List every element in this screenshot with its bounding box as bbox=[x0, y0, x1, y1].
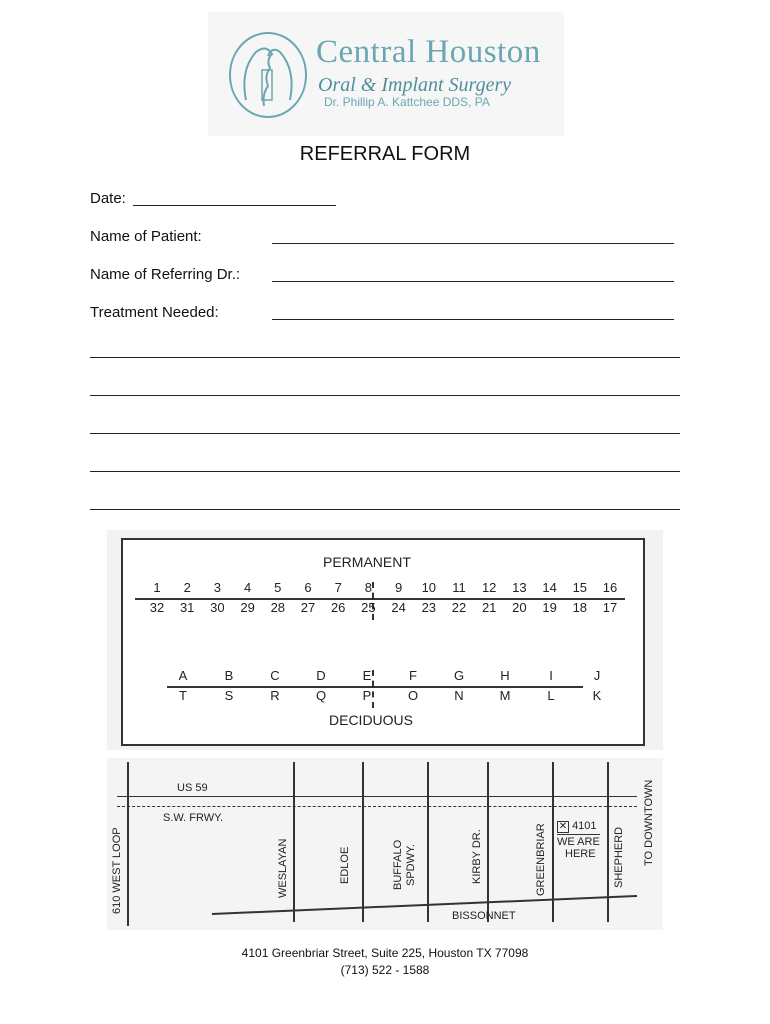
tooth-number: 28 bbox=[270, 600, 286, 615]
tooth-number: 1 bbox=[153, 580, 161, 595]
tooth-letter: M bbox=[499, 688, 511, 703]
tooth-number: 16 bbox=[602, 580, 618, 595]
buffalo-label-2: SPDWY. bbox=[405, 844, 417, 886]
tooth-number: 30 bbox=[210, 600, 225, 615]
we-are-here-1: WE ARE bbox=[557, 836, 600, 848]
tooth-number: 13 bbox=[512, 580, 527, 595]
referring-label: Name of Referring Dr.: bbox=[90, 266, 241, 283]
tooth-number: 15 bbox=[572, 580, 588, 595]
tooth-chart bbox=[107, 530, 663, 750]
tooth-letter: O bbox=[407, 688, 419, 703]
tooth-number: 17 bbox=[602, 600, 618, 615]
marker-number: 4101 bbox=[572, 820, 597, 832]
treatment-line[interactable] bbox=[90, 395, 680, 396]
treatment-line[interactable] bbox=[90, 433, 680, 434]
tooth-letter: N bbox=[454, 688, 464, 703]
patient-label: Name of Patient: bbox=[90, 228, 202, 245]
weslayan-label: WESLAYAN bbox=[277, 838, 289, 898]
tooth-number: 9 bbox=[394, 580, 403, 595]
tooth-number: 12 bbox=[481, 580, 497, 595]
treatment-field[interactable] bbox=[272, 319, 674, 320]
footer-phone: (713) 522 - 1588 bbox=[340, 963, 430, 977]
shepherd-label: SHEPHERD bbox=[613, 826, 625, 888]
deciduous-label: DECIDUOUS bbox=[329, 712, 414, 728]
loop-road bbox=[127, 762, 129, 926]
tooth-letter: F bbox=[409, 668, 417, 683]
tooth-letter: D bbox=[316, 668, 326, 683]
tooth-letter: L bbox=[547, 688, 555, 703]
form-title: REFERRAL FORM bbox=[299, 143, 471, 165]
tooth-letter: K bbox=[592, 688, 602, 703]
edloe-label: EDLOE bbox=[339, 846, 351, 884]
us59-label: US 59 bbox=[177, 782, 208, 794]
tooth-letter: P bbox=[362, 688, 372, 703]
face-profile-icon bbox=[226, 30, 310, 120]
tooth-letter: J bbox=[593, 668, 601, 683]
kirby-label: KIRBY DR. bbox=[471, 829, 483, 884]
tooth-number: 29 bbox=[240, 600, 255, 615]
buffalo-label: BUFFALO bbox=[392, 839, 404, 890]
location-map bbox=[107, 758, 663, 930]
practice-logo bbox=[208, 12, 564, 136]
permanent-label: PERMANENT bbox=[323, 554, 411, 570]
tooth-letter: B bbox=[224, 668, 234, 683]
tooth-number: 32 bbox=[149, 600, 165, 615]
weslayan-road bbox=[293, 762, 295, 922]
tooth-letter: I bbox=[549, 668, 553, 683]
tooth-number: 23 bbox=[421, 600, 437, 615]
tooth-number: 20 bbox=[512, 600, 527, 615]
tooth-number: 22 bbox=[451, 600, 467, 615]
tooth-number: 8 bbox=[364, 580, 372, 595]
patient-field[interactable] bbox=[272, 243, 674, 244]
x-marker-icon: ✕ bbox=[558, 821, 568, 832]
tooth-chart-frame bbox=[121, 538, 645, 746]
swfrwy-label: S.W. FRWY. bbox=[163, 812, 224, 824]
date-field[interactable] bbox=[133, 205, 336, 206]
tooth-number: 25 bbox=[361, 600, 376, 615]
logo-doctor: Dr. Phillip A. Kattchee DDS, PA bbox=[324, 95, 490, 109]
tooth-number: 26 bbox=[330, 600, 346, 615]
tooth-number: 6 bbox=[304, 580, 312, 595]
tooth-number: 24 bbox=[391, 600, 406, 615]
tooth-letter: Q bbox=[315, 688, 327, 703]
tooth-letter: R bbox=[270, 688, 280, 703]
tooth-letter: A bbox=[178, 668, 188, 683]
treatment-label: Treatment Needed: bbox=[90, 304, 219, 321]
treatment-line[interactable] bbox=[90, 471, 680, 472]
tooth-number: 5 bbox=[274, 580, 282, 595]
greenbriar-label: GREENBRIAR bbox=[535, 823, 547, 896]
bissonnet-label: BISSONNET bbox=[452, 910, 516, 922]
tooth-number: 3 bbox=[213, 580, 221, 595]
logo-name: Central Houston bbox=[316, 34, 541, 70]
tooth-letter: G bbox=[453, 668, 465, 683]
treatment-line[interactable] bbox=[90, 357, 680, 358]
tooth-number: 21 bbox=[481, 600, 497, 615]
tooth-number: 11 bbox=[452, 580, 466, 595]
kirby-road bbox=[487, 762, 489, 922]
location-marker bbox=[557, 820, 597, 833]
tooth-number: 27 bbox=[300, 600, 316, 615]
downtown-label: TO DOWNTOWN bbox=[643, 779, 655, 866]
tooth-letter: S bbox=[224, 688, 234, 703]
tooth-letter: C bbox=[270, 668, 280, 683]
tooth-number: 7 bbox=[334, 580, 342, 595]
tooth-number: 31 bbox=[179, 600, 195, 615]
greenbriar-road bbox=[552, 762, 554, 922]
we-are-here-2: HERE bbox=[565, 848, 596, 860]
shepherd-road bbox=[607, 762, 609, 922]
tooth-letter: T bbox=[179, 688, 187, 703]
referring-field[interactable] bbox=[272, 281, 674, 282]
tooth-number: 10 bbox=[421, 580, 437, 595]
tooth-letter: E bbox=[362, 668, 372, 683]
tooth-letter: H bbox=[500, 668, 510, 683]
logo-subtitle: Oral & Implant Surgery bbox=[318, 74, 512, 96]
date-label: Date: bbox=[90, 190, 126, 207]
treatment-line[interactable] bbox=[90, 509, 680, 510]
tooth-number: 14 bbox=[542, 580, 557, 595]
tooth-number: 2 bbox=[183, 580, 191, 595]
tooth-number: 18 bbox=[572, 600, 588, 615]
tooth-number: 19 bbox=[542, 600, 557, 615]
buffalo-road bbox=[427, 762, 429, 922]
edloe-road bbox=[362, 762, 364, 922]
tooth-number: 4 bbox=[243, 580, 252, 595]
loop-label: 610 WEST LOOP bbox=[111, 827, 123, 914]
footer-address: 4101 Greenbriar Street, Suite 225, Houston TX 77098 bbox=[241, 946, 529, 960]
